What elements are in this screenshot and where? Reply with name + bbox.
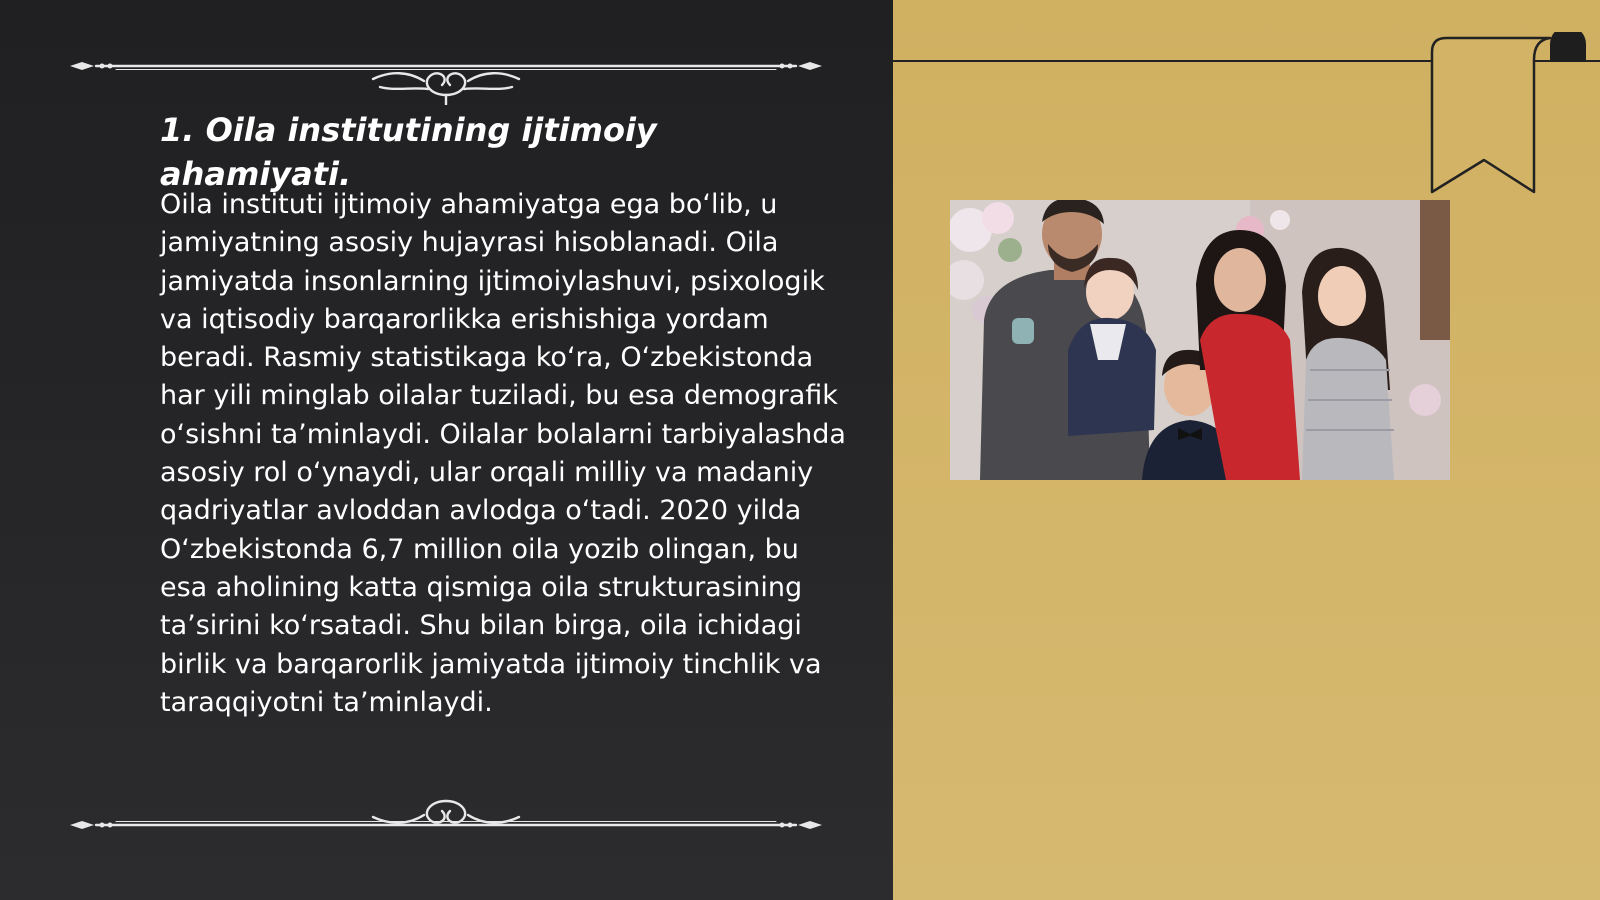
bookmark-ribbon-icon (1430, 32, 1600, 202)
family-photo-illustration (950, 200, 1450, 480)
flourish-divider-icon (68, 45, 824, 105)
flourish-divider-icon (68, 795, 824, 855)
slide-title: 1. Oila institutining ijtimoiy ahamiyati. (160, 111, 657, 193)
family-photo (950, 200, 1450, 480)
slide-body-text: Oila instituti ijtimoiy ahamiyatga ega bo‘lib, u jamiyatning asosiy hujayrasi hisoblanadi. Oila jamiyatda insonlarning ijtimoiylashuvi, psixologik va iqtisodiy barqarorlikka erishishiga yordam beradi. Rasmiy statistikaga ko‘ra, O‘zbekistonda har yili minglab oilalar tuziladi, bu esa demografik o‘sishni ta’minlaydi. Oilalar bolalarni tarbiyalashda asosiy rol o‘ynaydi, ular orqali milliy va madaniy qadriyatlar avloddan avlodga o‘tadi. 2020 yilda O‘zbekistonda 6,7 million oila yozib olingan, bu esa aholining katta qismiga oila strukturasining ta’sirini ko‘rsatadi. Shu bilan birga, oila ichidagi birlik va barqarorlik jamiyatda ijtimoiy tinchlik va taraqqiyotni ta’minlaydi. (160, 189, 846, 718)
